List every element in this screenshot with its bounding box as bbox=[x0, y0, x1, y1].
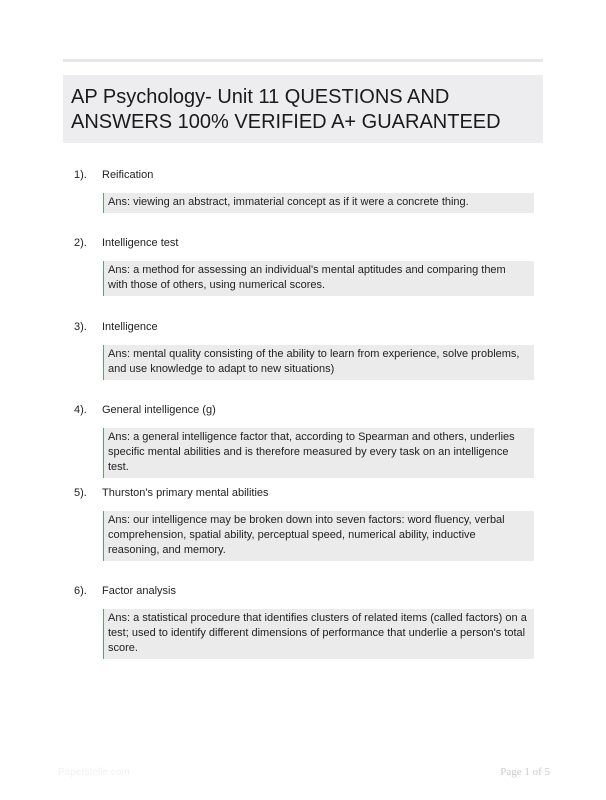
question-number: 3). bbox=[74, 321, 87, 333]
answer-box: Ans: a method for assessing an individual's mental aptitudes and comparing them with those of others, using numerical scores. bbox=[103, 261, 534, 296]
question-number: 1). bbox=[74, 169, 87, 181]
answer-box: Ans: a general intelligence factor that, according to Spearman and others, underlies specific mental abilities and is therefore measured by every task on an intelligence test. bbox=[103, 428, 534, 478]
question-term: Intelligence test bbox=[102, 237, 179, 249]
page-number: Page 1 of 5 bbox=[500, 766, 550, 778]
question-number: 5). bbox=[74, 487, 87, 499]
answer-box: Ans: a statistical procedure that identifies clusters of related items (called factors) on a test; used to identify different dimensions of performance that underlie a person's total score. bbox=[103, 609, 534, 659]
document-title: AP Psychology- Unit 11 QUESTIONS AND ANSWERS 100% VERIFIED A+ GUARANTEED bbox=[71, 86, 501, 133]
answer-box: Ans: our intelligence may be broken down into seven factors: word fluency, verbal comprehension, spatial ability, perceptual speed, numerical ability, inductive reasoning, and memory. bbox=[103, 511, 534, 561]
question-term: Thurston's primary mental abilities bbox=[102, 487, 269, 499]
question-number: 4). bbox=[74, 404, 87, 416]
footer-watermark: Paperstelle.com bbox=[58, 767, 130, 778]
question-term: General intelligence (g) bbox=[102, 404, 216, 416]
question-term: Reification bbox=[102, 169, 154, 181]
question-term: Factor analysis bbox=[102, 585, 176, 597]
top-divider bbox=[63, 59, 543, 62]
answer-box: Ans: mental quality consisting of the ability to learn from experience, solve problems, and use knowledge to adapt to new situations) bbox=[103, 345, 534, 380]
question-number: 2). bbox=[74, 237, 87, 249]
question-number: 6). bbox=[74, 585, 87, 597]
title-banner bbox=[63, 75, 543, 143]
question-term: Intelligence bbox=[102, 321, 158, 333]
answer-box: Ans: viewing an abstract, immaterial concept as if it were a concrete thing. bbox=[103, 193, 534, 213]
